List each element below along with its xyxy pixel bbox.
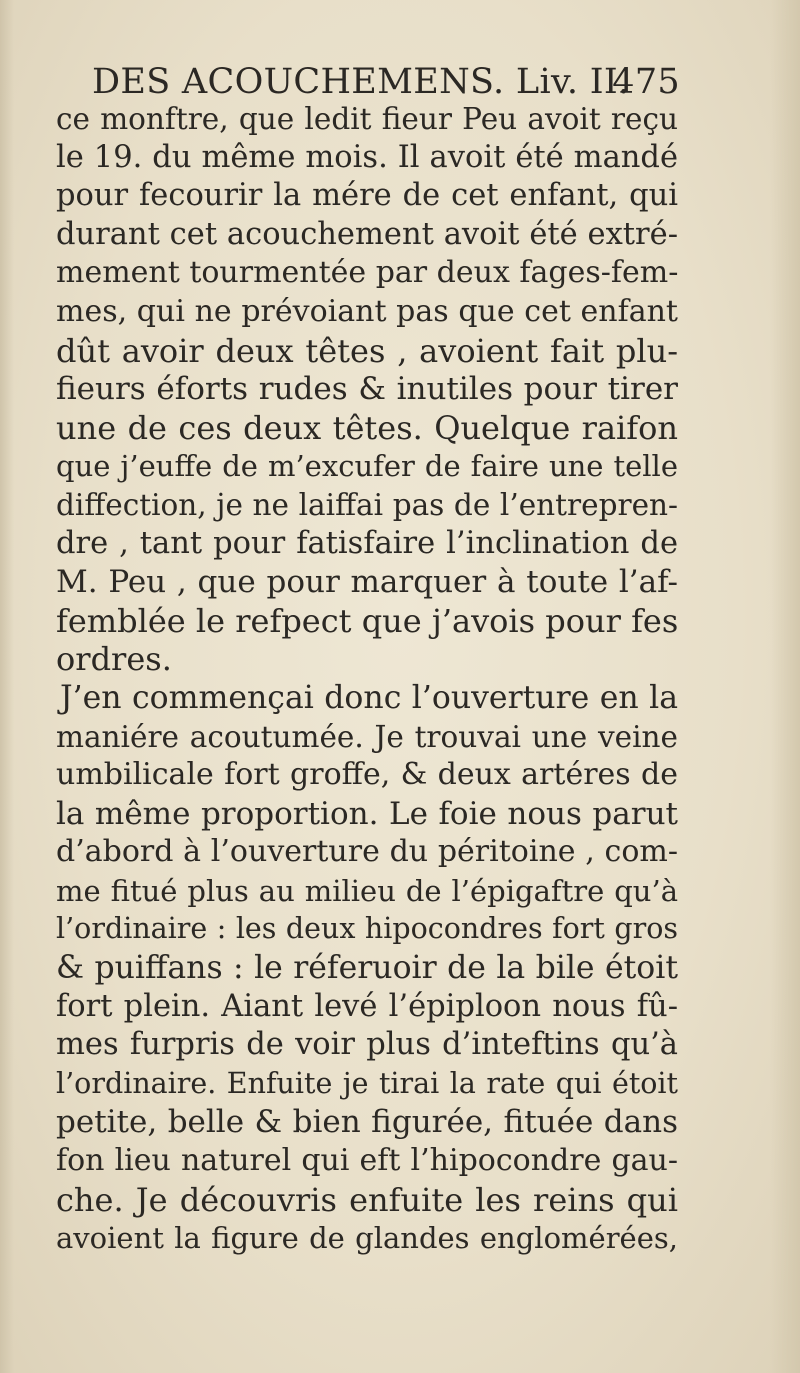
paragraph-start-line: J’en commençai donc l’ouverture en la	[60, 679, 678, 716]
text-line: M. Peu , que pour marquer à toute l’af-	[56, 564, 678, 601]
text-line: durant cet acouchement avoit été extré-	[56, 216, 678, 252]
text-line: che. Je découvris enfuite les reins qui	[56, 1180, 678, 1219]
text-line: petite, belle & bien figurée, fituée dans	[56, 1104, 678, 1141]
text-line: l’ordinaire : les deux hipocondres fort gros	[56, 912, 678, 946]
text-line: maniére acoutumée. Je trouvai une veine	[56, 719, 678, 754]
text-line: dût avoir deux têtes , avoient fait plu-	[56, 331, 678, 370]
text-line: fieurs éforts rudes & inutiles pour tirer	[56, 371, 678, 408]
text-line: le 19. du même mois. Il avoit été mandé	[56, 139, 678, 175]
text-line: umbilicale fort groffe, & deux artéres de	[56, 757, 678, 793]
text-line: fort plein. Aiant levé l’épiploon nous fû-	[56, 988, 678, 1024]
running-header	[92, 62, 680, 102]
page-number: 475	[612, 62, 680, 102]
text-line: dre , tant pour fatisfaire l’inclination de	[56, 525, 678, 561]
page-edge-shadow-left	[0, 0, 14, 1373]
paragraph-end-line: ordres.	[56, 640, 172, 679]
text-line: & puiffans : le réferuoir de la bile étoit	[56, 950, 678, 987]
running-title: DES ACOUCHEMENS. Liv. II.	[92, 62, 630, 102]
text-line: mes furpris de voir plus d’inteftins qu’à	[56, 1027, 678, 1063]
text-line: ce monftre, que ledit fieur Peu avoit reçu	[56, 102, 678, 136]
text-line: avoient la figure de glandes englomérées,	[56, 1221, 678, 1256]
text-line: l’ordinaire. Enfuite je tirai la rate qui étoit	[56, 1066, 678, 1100]
text-line: me fitué plus au milieu de l’épigaftre qu’à	[56, 873, 678, 908]
text-line: fon lieu naturel qui eft l’hipocondre gau-	[56, 1143, 678, 1179]
text-line: une de ces deux têtes. Quelque raifon	[56, 408, 678, 447]
text-line: diffection, je ne laiffai pas de l’entrepren-	[56, 487, 678, 522]
text-line: d’abord à l’ouverture du péritoine , com-	[56, 834, 678, 870]
text-line: mes, qui ne prévoiant pas que cet enfant	[56, 293, 678, 329]
body-text	[56, 100, 678, 1258]
text-line: que j’euffe de m’excufer de faire une telle	[56, 449, 678, 484]
page-edge-shadow-right	[770, 0, 800, 1373]
text-line: la même proportion. Le foie nous parut	[56, 795, 678, 832]
text-line: pour fecourir la mére de cet enfant, qui	[56, 178, 678, 214]
text-line: mement tourmentée par deux fages-fem-	[56, 255, 679, 291]
text-line: femblée le refpect que j’avois pour fes	[56, 601, 679, 640]
